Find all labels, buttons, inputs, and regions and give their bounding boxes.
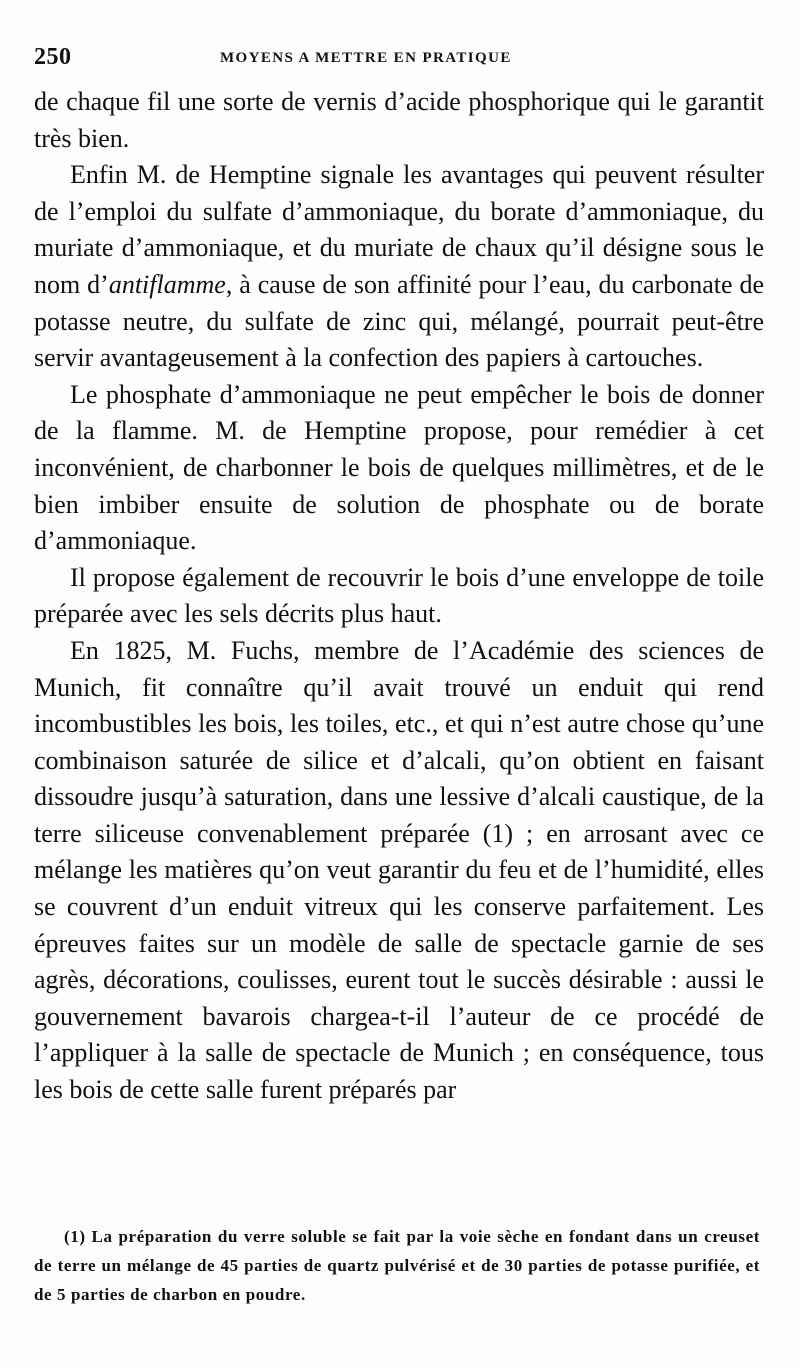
- paragraph-fuchs: [34, 633, 764, 1109]
- page-number: 250: [34, 44, 72, 70]
- paragraph-phosphate: [34, 377, 764, 560]
- paragraph-envelope: [34, 560, 764, 633]
- running-head: MOYENS A METTRE EN PRATIQUE: [220, 50, 512, 66]
- body-text: [34, 84, 764, 1109]
- antiflamme-term: antiflamme: [108, 269, 226, 299]
- paragraph-continuation: [34, 84, 764, 157]
- footnotes: [34, 1222, 760, 1309]
- paragraph-hemptine-advantages: [34, 157, 764, 377]
- page-header: [34, 40, 766, 74]
- paragraph-2-text: Enfin M. de Hemptine signale les avantages qui peuvent résulter de l’emploi du sulfate d’ammoniaque, du borate d’ammoniaque, du muriate d’ammoniaque, et du muriate de chaux qu’il désigne sous le nom d’: [34, 160, 764, 299]
- paragraph-4-text: Il propose également de recouvrir le bois d’une enveloppe de toile préparée avec les sels décrits plus haut.: [34, 562, 764, 629]
- paragraph-1-text: de chaque fil une sorte de vernis d’acide phosphorique qui le garantit très bien.: [34, 87, 764, 153]
- paragraph-5-text: En 1825, M. Fuchs, membre de l’Académie des sciences de Munich, fit connaître qu’il avait trouvé un enduit qui rend incombustibles les bois, les toiles, etc., et qui n’est autre chose qu’une combinaison saturée de silice et d’alcali, qu’on obtient en faisant dissoudre jusqu’à saturation, dans une lessive d’alcali caustique, de la terre siliceuse convenablement préparée (1) ; en arrosant avec ce mélange les matières qu’on veut garantir du feu et de l’humidité, elles se couvrent d’un enduit vitreux qui les conserve parfaitement. Les épreuves faites sur un modèle de salle de spectacle garnie de ses agrès, décorations, coulisses, eurent tout le succès désirable : aussi le gouvernement bavarois chargea-t-il l’auteur de ce procédé de l’appliquer à la salle de spectacle de Munich ; en conséquence, tous les bois de cette salle furent préparés par: [34, 635, 764, 1105]
- paragraph-2-text-after: , à cause de son affinité pour l’eau, du carbonate de potasse neutre, du sulfate de zinc qui, mélangé, pourrait peut-être servir avantageusement à la confection des papiers à cartouches.: [34, 269, 764, 373]
- paragraph-3-text: Le phosphate d’ammoniaque ne peut empêcher le bois de donner de la flamme. M. de Hemptine propose, pour remédier à cet inconvénient, de charbonner le bois de quelques millimètres, et de le bien imbiber ensuite de solution de phosphate ou de borate d’ammoniaque.: [34, 379, 764, 556]
- footnote-1: (1) La préparation du verre soluble se fait par la voie sèche en fondant dans un creuset de terre un mélange de 45 parties de quartz pulvérisé et de 30 parties de potasse purifiée, et de 5 parties de charbon en poudre.: [34, 1227, 760, 1304]
